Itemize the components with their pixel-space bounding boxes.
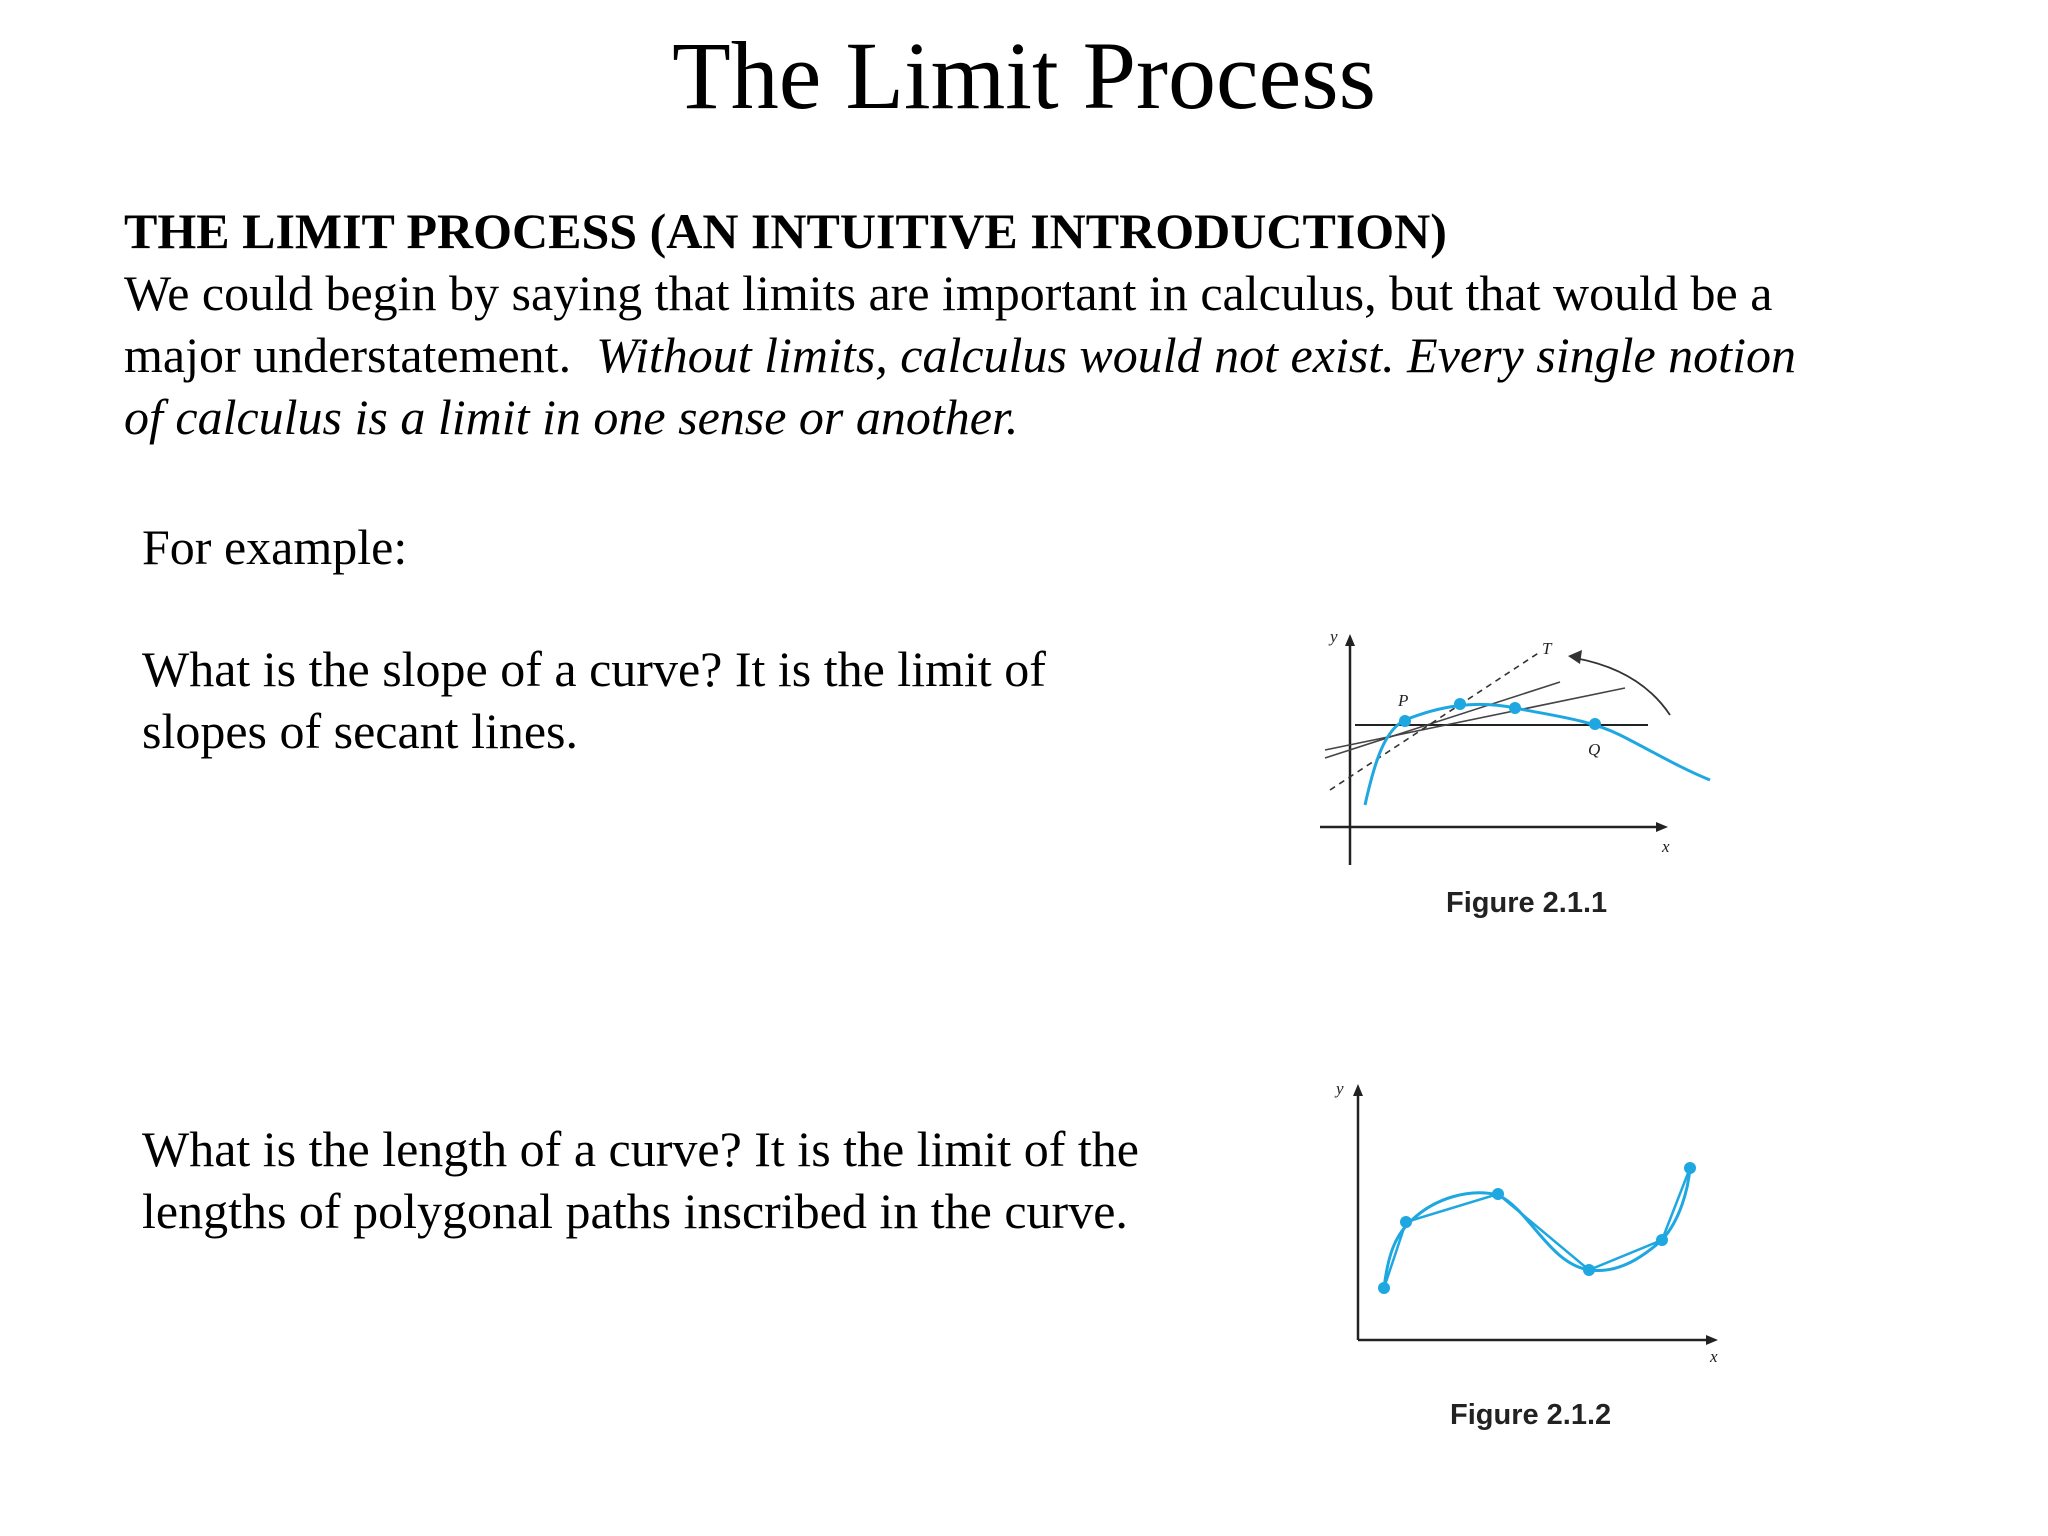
curve (1365, 704, 1710, 805)
example-label: For example: (142, 519, 408, 575)
page-title: The Limit Process (672, 22, 1376, 129)
tangent-line (1330, 652, 1540, 790)
secant-line-2 (1325, 682, 1560, 758)
y-axis-label: y (1336, 1079, 1344, 1098)
point-p (1399, 715, 1411, 727)
polygonal-path (1384, 1168, 1690, 1288)
vertex-4 (1583, 1264, 1595, 1276)
vertex-2 (1400, 1216, 1412, 1228)
y-axis-arrow-icon (1353, 1084, 1363, 1096)
figure-secant-lines (1300, 620, 1760, 940)
point-3 (1509, 702, 1521, 714)
vertex-5 (1656, 1234, 1668, 1246)
point-2 (1454, 698, 1466, 710)
figure-caption-2-1-1: Figure 2.1.1 (1446, 887, 1608, 919)
label-p: P (1398, 691, 1409, 710)
polygonal-path-diagram (1300, 1070, 1760, 1440)
secant-lines-diagram (1300, 620, 1760, 940)
intro-section (124, 200, 1824, 448)
y-axis-arrow-icon (1345, 634, 1355, 646)
x-axis-arrow-icon (1656, 822, 1668, 832)
section-heading: THE LIMIT PROCESS (AN INTUITIVE INTRODUCTION) (124, 203, 1447, 259)
x-axis-label: x (1710, 1347, 1718, 1366)
vertex-3 (1492, 1188, 1504, 1200)
length-example-text: What is the length of a curve? It is the limit of the lengths of polygonal paths inscribed in the curve. (142, 1121, 1139, 1239)
vertex-1 (1378, 1282, 1390, 1294)
x-axis-label: x (1662, 837, 1670, 856)
intro-paragraph (124, 265, 1796, 445)
y-axis-label: y (1330, 627, 1338, 646)
x-axis-arrow-icon (1706, 1335, 1718, 1345)
figure-polygonal-path (1300, 1070, 1760, 1440)
vertex-6 (1684, 1162, 1696, 1174)
intro-text-italic: Without limits, calculus would not exist. Every single notion of calculus is a limit in one sense or another. (124, 327, 1796, 445)
approach-arrowhead-icon (1568, 650, 1582, 664)
intro-text-plain: We could begin by saying that limits are important in calculus, but that would be a major understatement. (124, 265, 1773, 383)
point-q (1589, 718, 1601, 730)
figure-caption-2-1-2: Figure 2.1.2 (1450, 1399, 1612, 1431)
secant-line-1 (1325, 688, 1625, 750)
slope-example-text: What is the slope of a curve? It is the limit of slopes of secant lines. (142, 641, 1046, 759)
label-q: Q (1588, 740, 1601, 759)
label-t: T (1542, 639, 1552, 658)
approach-arrow (1575, 658, 1670, 715)
